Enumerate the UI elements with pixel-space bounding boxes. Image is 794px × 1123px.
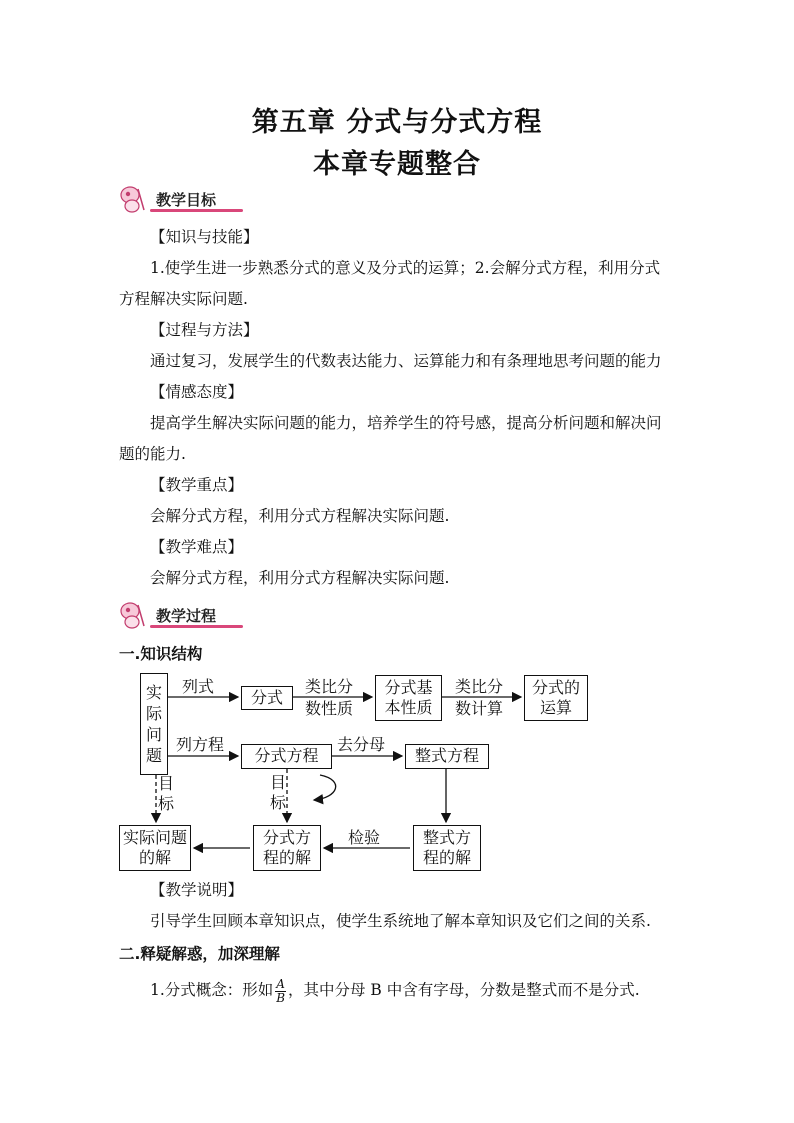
method-text: 通过复习，发展学生的代数表达能力、运算能力和有条理地思考问题的能力 (150, 352, 662, 370)
knowledge-structure-heading: 一.知识结构 (119, 645, 203, 663)
key-point-heading: 【教学重点】 (150, 476, 244, 494)
concept-suffix: ，其中分母 B 中含有字母，分数是整式而不是分式. (287, 981, 640, 999)
part2-heading: 二.释疑解惑，加深理解 (119, 945, 280, 963)
concept-prefix: 1.分式概念：形如 (150, 981, 274, 999)
label-analogy-fraction-2: 数性质 (305, 699, 354, 718)
emotion-text-line2: 题的能力. (119, 445, 186, 463)
knowledge-text-line2: 方程解决实际问题. (119, 290, 248, 308)
label-analogy-calc-1: 类比分 (455, 677, 504, 696)
page-title: 第五章 分式与分式方程 (251, 107, 543, 138)
curved-arrow (314, 775, 336, 800)
fraction-a-over-b (275, 978, 286, 1005)
label-remove-denominator: 去分母 (337, 735, 386, 754)
label-target-1: 目 (158, 774, 175, 793)
box-fraction-equation: 分式方程 (241, 744, 332, 769)
label-list-expr: 列式 (182, 677, 215, 696)
box-fraction: 分式 (241, 686, 293, 710)
explain-heading: 【教学说明】 (150, 881, 244, 899)
knowledge-text-line1: 1.使学生进一步熟悉分式的意义及分式的运算；2.会解分式方程，利用分式 (150, 259, 661, 277)
section-banner-goals-label: 教学目标 (156, 191, 217, 209)
box-fraction-eq-solution: 分式方程的解 (253, 825, 321, 871)
section-banner-process-label: 教学过程 (156, 607, 217, 625)
page-subtitle: 本章专题整合 (313, 149, 481, 180)
label-analogy-fraction-1: 类比分 (305, 677, 354, 696)
box-real-problem (140, 673, 168, 775)
box-basic-property: 分式基本性质 (375, 675, 442, 721)
label-analogy-calc-2: 数计算 (455, 699, 504, 718)
box-integral-equation: 整式方程 (405, 744, 489, 769)
knowledge-heading: 【知识与技能】 (150, 228, 259, 246)
box-fraction-ops: 分式的运算 (524, 675, 588, 721)
fraction-denominator: B (276, 990, 286, 1005)
box-real-problem-label: 实际问题 (145, 683, 162, 765)
label-target-3: 目 (270, 773, 287, 792)
method-heading: 【过程与方法】 (150, 321, 259, 339)
box-integral-eq-solution: 整式方程的解 (413, 825, 481, 871)
difficulty-text: 会解分式方程，利用分式方程解决实际问题. (150, 569, 450, 587)
emotion-text-line1: 提高学生解决实际问题的能力，培养学生的符号感，提高分析问题和解决问 (150, 414, 662, 432)
box-real-solution: 实际问题的解 (119, 825, 191, 871)
label-check: 检验 (348, 828, 381, 847)
fraction-numerator: A (276, 976, 285, 991)
label-target-2: 标 (158, 794, 175, 813)
difficulty-heading: 【教学难点】 (150, 538, 244, 556)
explain-text: 引导学生回顾本章知识点，使学生系统地了解本章知识及它们之间的关系. (150, 912, 651, 930)
label-list-equation: 列方程 (176, 735, 225, 754)
key-point-text: 会解分式方程，利用分式方程解决实际问题. (150, 507, 450, 525)
concept-line (150, 975, 640, 1006)
emotion-heading: 【情感态度】 (150, 383, 244, 401)
label-target-4: 标 (270, 793, 287, 812)
